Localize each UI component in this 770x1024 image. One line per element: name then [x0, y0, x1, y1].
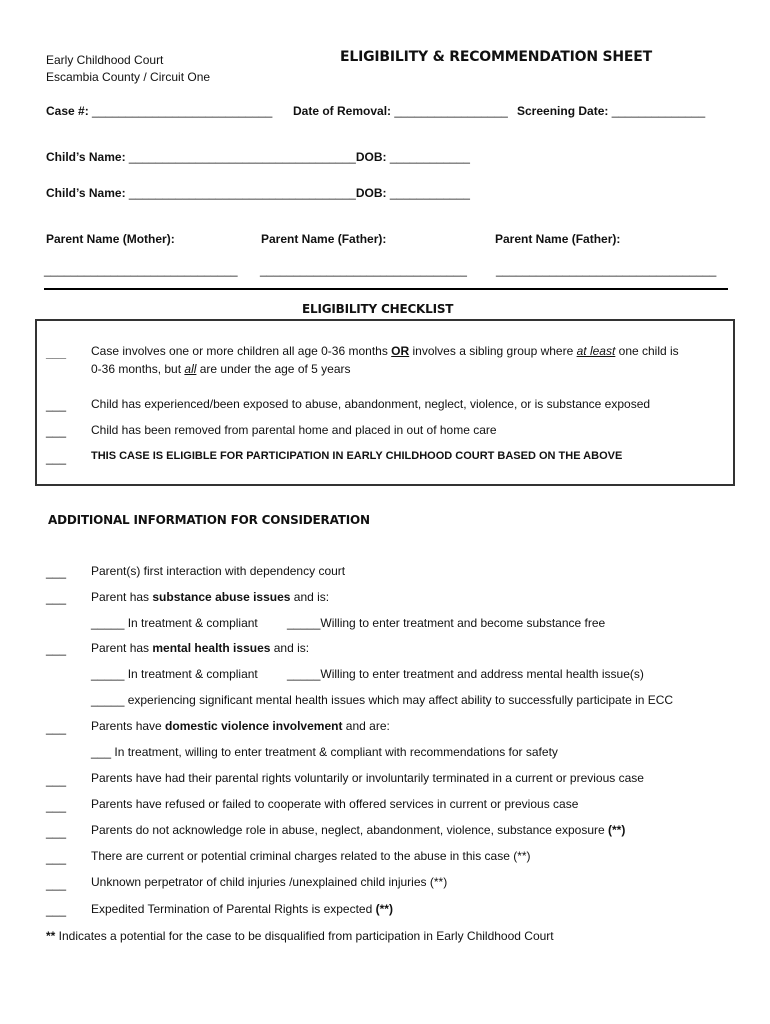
county-circuit: Escambia County / Circuit One: [46, 70, 211, 84]
case-number-label: Case #:: [46, 104, 89, 118]
additional-checkbox-domestic-violence[interactable]: ___: [46, 721, 67, 735]
substance-in-treatment-blank: _____: [91, 616, 125, 630]
child-name-blank[interactable]: __________________________________: [128, 186, 356, 200]
mental-in-treatment-blank: _____: [91, 667, 125, 681]
dv-in-treatment-option[interactable]: ___ In treatment, willing to enter treatment & compliant with recommendations for safety: [91, 745, 558, 759]
domestic-violence-item: Parents have domestic violence involvement and are:: [91, 719, 390, 733]
unknown-perpetrator-item: Unknown perpetrator of child injuries /unexplained child injuries (**): [91, 875, 448, 889]
additional-checkbox-refused[interactable]: ___: [46, 799, 67, 813]
additional-info-heading: ADDITIONAL INFORMATION FOR CONSIDERATION: [48, 513, 370, 527]
additional-checkbox-mental-health[interactable]: ___: [46, 642, 67, 656]
additional-checkbox-not-acknowledge[interactable]: ___: [46, 825, 67, 839]
case-number-field[interactable]: [46, 104, 272, 119]
additional-checkbox-first-interaction[interactable]: ___: [46, 565, 67, 579]
footnote: ** Indicates a potential for the case to be disqualified from participation in Early Childhood Court: [46, 929, 554, 943]
parent-father-blank[interactable]: _______________________________: [260, 263, 467, 277]
child-name-label: Child’s Name:: [46, 150, 126, 164]
parent-father-blank-2[interactable]: _________________________________: [496, 263, 717, 277]
date-of-removal-field[interactable]: [293, 104, 508, 119]
eligibility-item-age: Case involves one or more children all age 0-36 months OR involves a sibling group where at least one child is: [91, 344, 679, 358]
additional-checkbox-criminal[interactable]: ___: [46, 851, 67, 865]
mental-health-item: Parent has mental health issues and is:: [91, 641, 310, 655]
first-interaction-item: Parent(s) first interaction with dependency court: [91, 564, 346, 578]
eligibility-item-conclusion: THIS CASE IS ELIGIBLE FOR PARTICIPATION IN EARLY CHILDHOOD COURT BASED ON THE ABOVE: [91, 450, 623, 462]
court-name: Early Childhood Court: [46, 53, 164, 67]
eligibility-checklist-heading: ELIGIBILITY CHECKLIST: [302, 302, 454, 316]
eligibility-checkbox-3[interactable]: ___: [46, 424, 67, 438]
mental-willing-blank: _____: [287, 667, 321, 681]
dv-in-treatment-blank: ___: [91, 745, 112, 759]
dob-blank[interactable]: ____________: [389, 186, 470, 200]
additional-checkbox-unknown-perpetrator[interactable]: ___: [46, 877, 67, 891]
parent-father-label-2: Parent Name (Father):: [495, 232, 621, 246]
dob-label: DOB:: [355, 150, 387, 164]
dob-label: DOB:: [355, 186, 387, 200]
screening-date-blank[interactable]: ______________: [611, 104, 706, 118]
additional-checkbox-substance[interactable]: ___: [46, 591, 67, 605]
section-divider: [44, 288, 728, 290]
eligibility-item-exposed: Child has experienced/been exposed to abuse, abandonment, neglect, violence, or is substance exposed: [91, 397, 651, 411]
child-name-field-2[interactable]: [46, 186, 470, 201]
additional-checkbox-expedited-tpr[interactable]: ___: [46, 903, 67, 917]
parent-mother-blank[interactable]: _____________________________: [44, 263, 238, 277]
eligibility-checkbox-4[interactable]: ___: [46, 451, 67, 465]
page-title: ELIGIBILITY & RECOMMENDATION SHEET: [340, 49, 653, 65]
date-of-removal-label: Date of Removal:: [293, 104, 392, 118]
eligibility-checkbox-1[interactable]: ___: [46, 346, 67, 360]
dob-blank[interactable]: ____________: [389, 150, 470, 164]
mental-willing-option[interactable]: _____Willing to enter treatment and address mental health issue(s): [287, 667, 644, 681]
not-acknowledge-item: Parents do not acknowledge role in abuse, neglect, abandonment, violence, substance exposure (**): [91, 823, 626, 837]
child-name-label: Child’s Name:: [46, 186, 126, 200]
parent-father-label: Parent Name (Father):: [261, 232, 387, 246]
criminal-charges-item: There are current or potential criminal charges related to the abuse in this case (**): [91, 849, 531, 863]
screening-date-label: Screening Date:: [517, 104, 609, 118]
screening-date-field[interactable]: [517, 104, 705, 119]
refused-services-item: Parents have refused or failed to cooperate with offered services in current or previous case: [91, 797, 579, 811]
case-number-blank[interactable]: ___________________________: [92, 104, 273, 118]
substance-abuse-item: Parent has substance abuse issues and is:: [91, 590, 330, 604]
mental-in-treatment-option[interactable]: _____ In treatment & compliant: [91, 667, 258, 681]
eligibility-item-age-line2: 0-36 months, but all are under the age of 5 years: [91, 362, 351, 376]
rights-terminated-item: Parents have had their parental rights voluntarily or involuntarily terminated in a current or previous case: [91, 771, 644, 785]
substance-willing-option[interactable]: _____Willing to enter treatment and become substance free: [287, 616, 606, 630]
substance-willing-blank: _____: [287, 616, 321, 630]
child-name-blank[interactable]: __________________________________: [128, 150, 356, 164]
mental-experiencing-option[interactable]: _____ experiencing significant mental health issues which may affect ability to successfully participate in ECC: [91, 693, 674, 707]
child-name-field-1[interactable]: [46, 150, 470, 165]
eligibility-checkbox-2[interactable]: ___: [46, 398, 67, 412]
expedited-tpr-item: Expedited Termination of Parental Rights is expected (**): [91, 902, 393, 916]
eligibility-item-removed: Child has been removed from parental home and placed in out of home care: [91, 423, 497, 437]
parent-mother-label: Parent Name (Mother):: [46, 232, 175, 246]
substance-in-treatment-option[interactable]: _____ In treatment & compliant: [91, 616, 258, 630]
additional-checkbox-rights-terminated[interactable]: ___: [46, 773, 67, 787]
date-of-removal-blank[interactable]: _________________: [394, 104, 508, 118]
mental-experiencing-blank: _____: [91, 693, 125, 707]
